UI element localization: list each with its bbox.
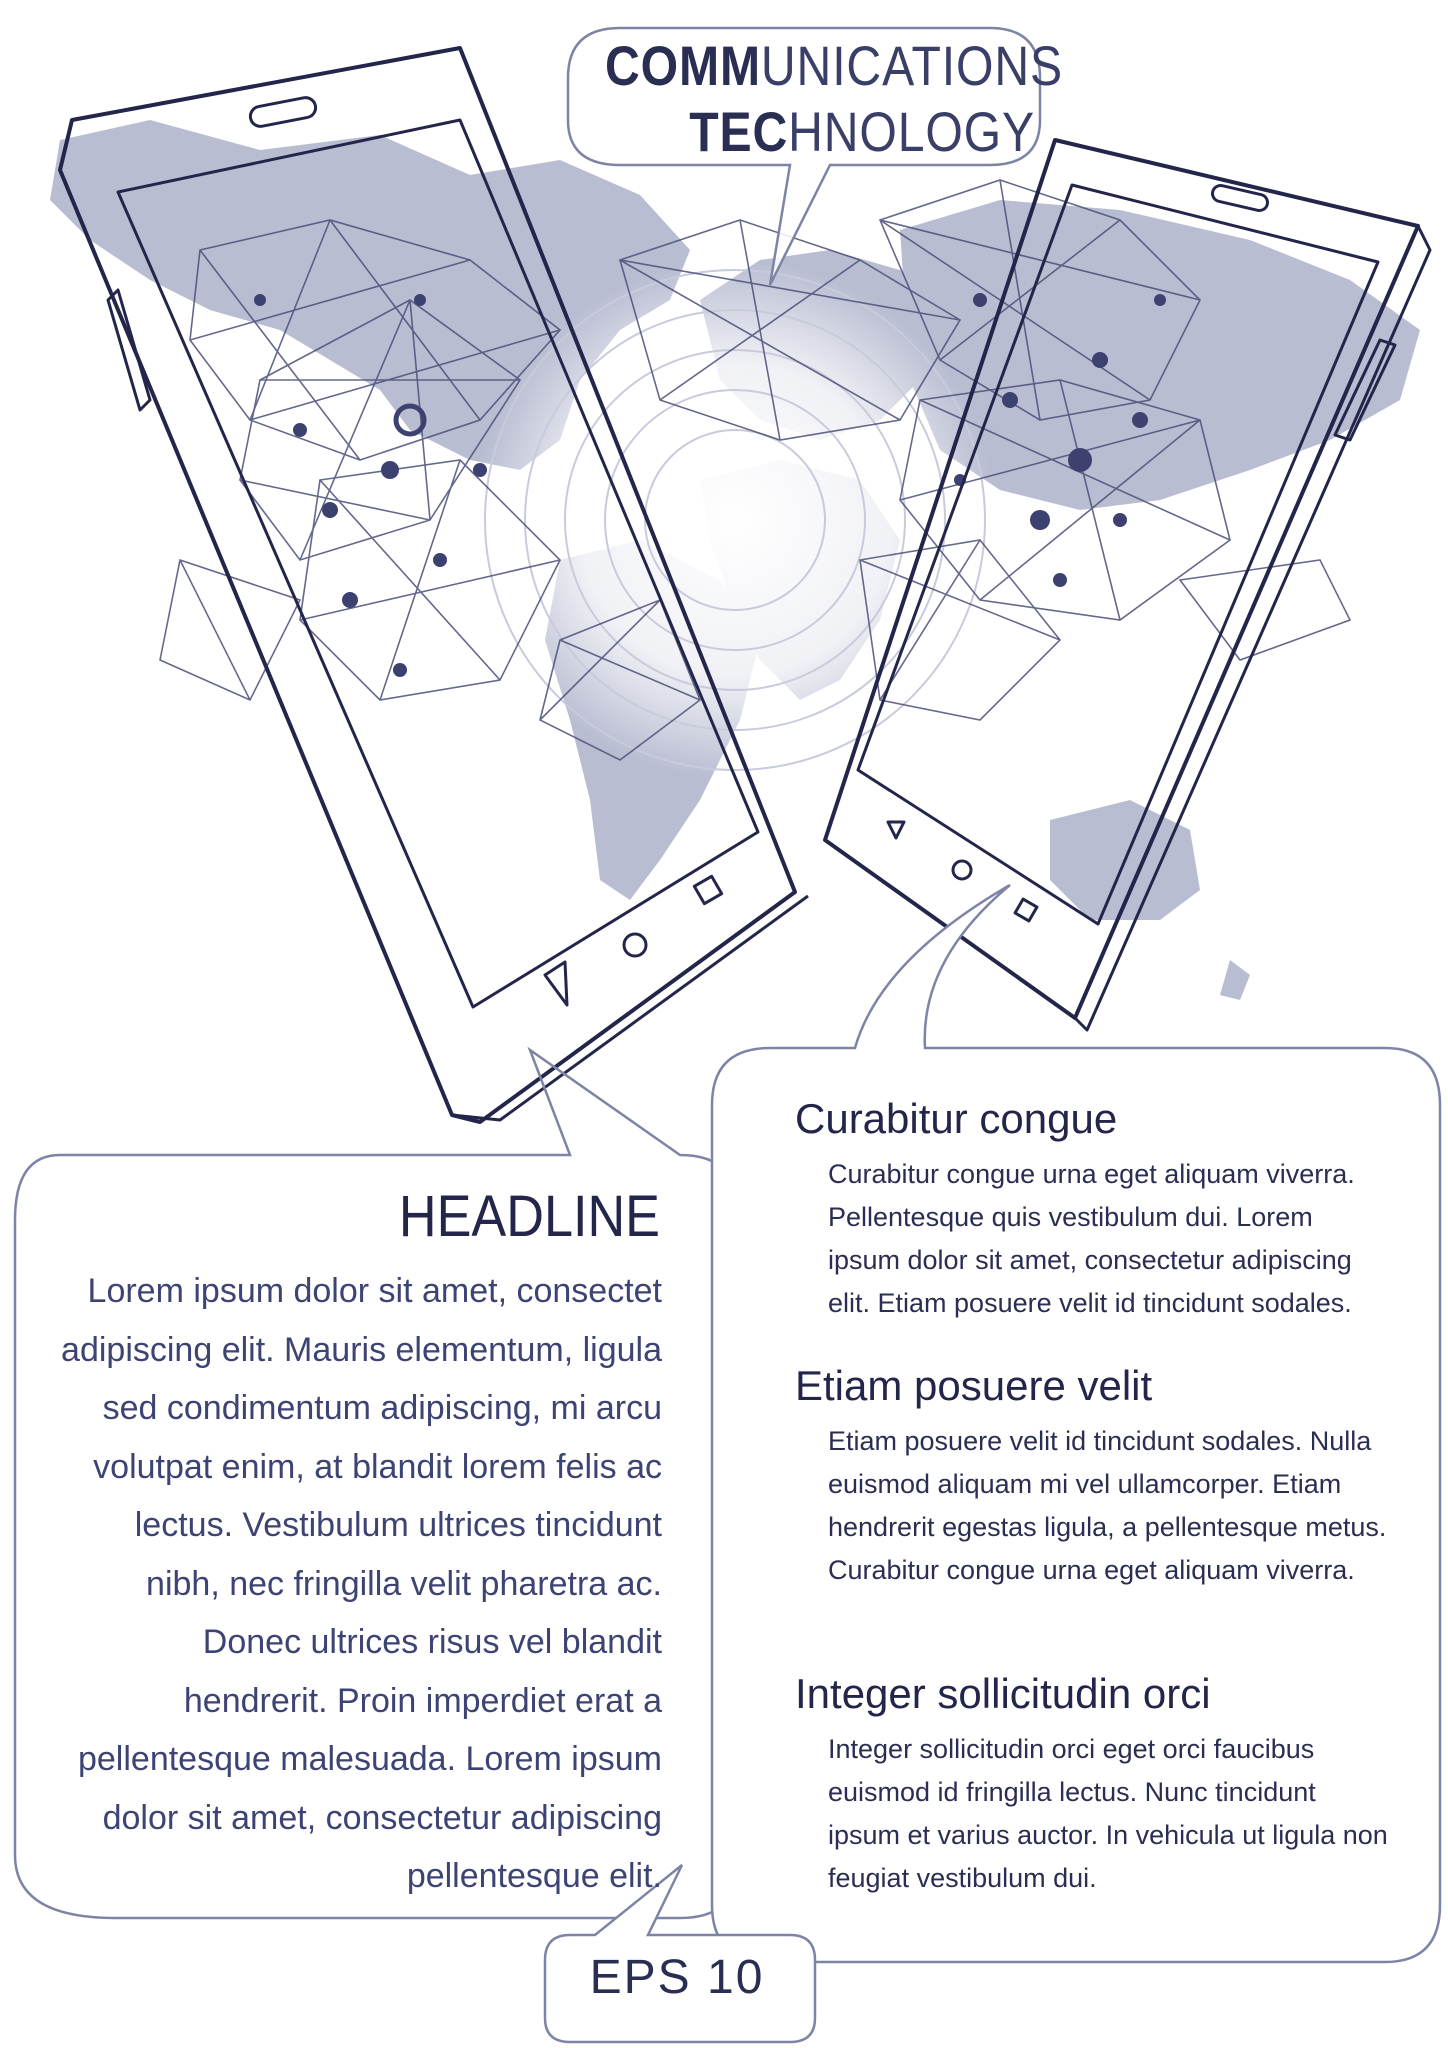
section-body: Etiam posuere velit id tincidunt sodales. Nulla euismod aliquam mi vel ullamcorper. Etiam hendrerit egestas ligula, a pellentesque metus. Curabitur congue urna eget aliquam viverra.: [828, 1426, 1387, 1585]
title-line-2: [660, 100, 1064, 163]
section-title: Integer sollicitudin orci: [795, 1670, 1211, 1717]
section-title: Etiam posuere velit: [795, 1362, 1153, 1409]
recent-square-icon: [694, 876, 721, 903]
title-line-2-bold: TEC: [689, 100, 789, 163]
title-line-2-rest: HNOLOGY: [788, 100, 1035, 163]
recent-square-icon: [1015, 899, 1037, 921]
back-triangle-icon: [888, 822, 904, 838]
section-body: Curabitur congue urna eget aliquam viverra. Pellentesque quis vestibulum dui. Lorem ipsum dolor sit amet, consectetur adipiscing elit. Etiam posuere velit id tincidunt sodales.: [828, 1159, 1355, 1318]
left-body-text: Lorem ipsum dolor sit amet, consectet adipiscing elit. Mauris elementum, ligula sed condimentum adipiscing, mi arcu volutpat enim, at blandit lorem felis ac lectus. Vestibulum ultrices tincidunt nibh, nec fringilla velit pharetra ac. Donec ultrices risus vel blandit hendrerit. Proin imperdiet erat a pellentesque malesuada. Lorem ipsum dolor sit amet, consectetur adipiscing pellentesque elit.: [61, 1272, 662, 1895]
back-triangle-icon: [545, 962, 567, 1005]
eps-badge-label: EPS 10: [589, 1951, 765, 2004]
title-line-1-rest: UNICATIONS: [760, 34, 1063, 97]
home-circle-icon: [624, 934, 646, 956]
title-line-1: [605, 34, 1063, 97]
section-body: Integer sollicitudin orci eget orci faucibus euismod id fringilla lectus. Nunc tincidunt ipsum et varius auctor. In vehicula ut ligula non feugiat vestibulum dui.: [828, 1734, 1388, 1893]
title-line-1-bold: COMM: [605, 34, 761, 97]
headline: HEADLINE: [398, 1184, 660, 1249]
section-title: Curabitur congue: [795, 1095, 1118, 1142]
home-circle-icon: [953, 861, 971, 879]
